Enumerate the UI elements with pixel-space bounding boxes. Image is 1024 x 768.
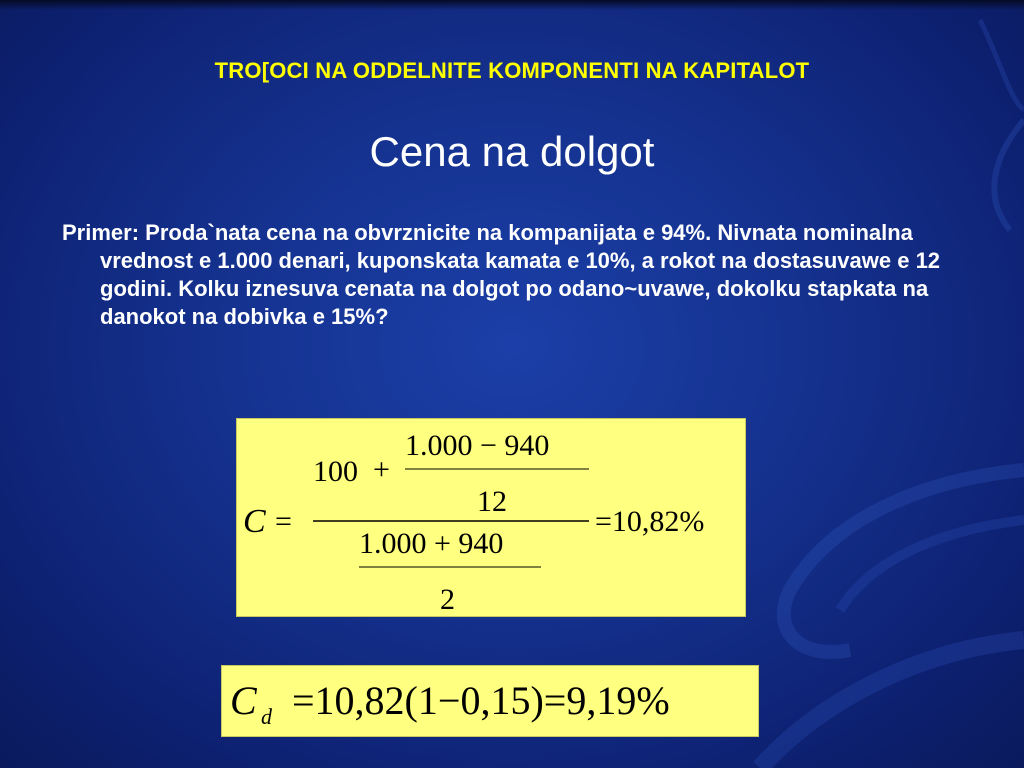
formula-den-main-den: 2	[440, 583, 455, 616]
formula-after-tax	[222, 666, 760, 738]
formula-box-after-tax	[221, 665, 759, 737]
slide-title: Cena na dolgot	[369, 128, 655, 175]
problem-text: Primer: Proda`nata cena na obvrznicite na kompanijata e 94%. Nivnata nominalna vrednost e 1.000 denari, kuponskata kamata e 10%, a rokot na dostasuvawe e 12 godini. Kolku iznesuva cenata na dolgot po odano~uvawe, dokolku stapkata na danokot na dobivka e 15%?	[62, 220, 941, 329]
formula-equals: =	[275, 505, 292, 538]
slide-header: TRO[OCI NA ODDELNITE KOMPONENTI NA KAPITALOT	[214, 58, 810, 83]
formula-cost-of-debt	[237, 419, 747, 618]
formula-box-cost-of-debt	[236, 418, 746, 617]
formula-den-main: 1.000 + 940	[359, 527, 504, 560]
formula-lhs: C	[243, 503, 266, 540]
formula2-lhs: C	[230, 678, 257, 723]
problem-statement	[62, 219, 967, 331]
formula-plus: +	[373, 453, 390, 486]
formula-coupon: 100	[313, 455, 358, 488]
formula-result: =10,82%	[595, 505, 705, 538]
formula2-expression: =10,82(1−0,15)=9,19%	[292, 678, 670, 723]
formula-num-inner: 1.000 − 940	[405, 429, 550, 462]
top-edge-bar	[0, 0, 1024, 10]
formula-num-inner-den: 12	[477, 485, 507, 518]
formula2-subscript: d	[261, 704, 272, 729]
